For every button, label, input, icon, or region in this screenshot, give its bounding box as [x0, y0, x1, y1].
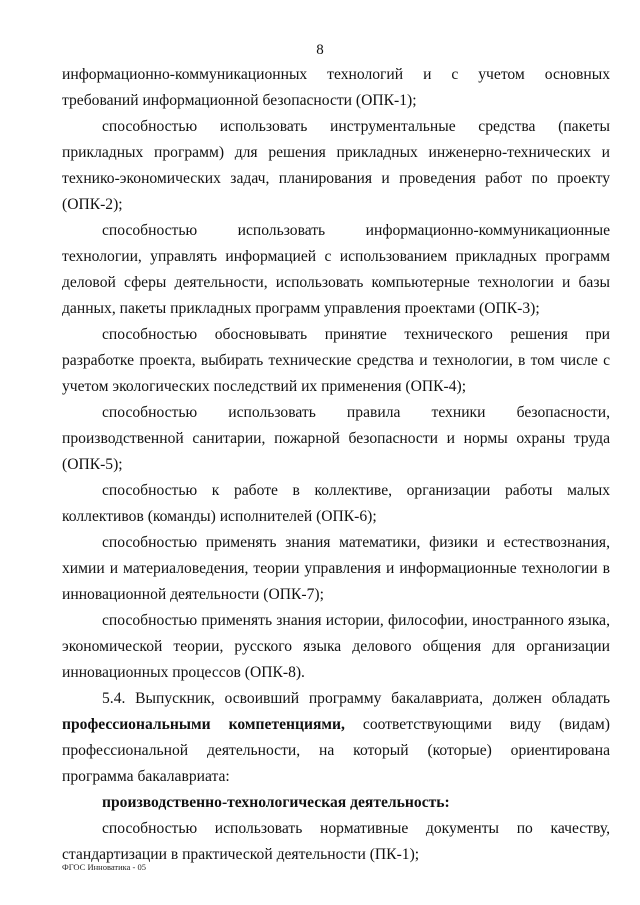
paragraph-opk2: способностью использовать инструментальные средства (пакеты прикладных программ) для решения прикладных инженерно-технических и технико-экономических задач, планирования и проведения работ по проекту (ОПК-2); — [62, 118, 610, 213]
paragraph-opk4: способностью обосновывать принятие технического решения при разработке проекта, выбирать технические средства и технологии, в том числе с учетом экологических последствий их применения (ОПК-4); — [62, 326, 610, 395]
paragraph-opk6: способностью к работе в коллективе, организации работы малых коллективов (команды) исполнителей (ОПК-6); — [62, 482, 610, 525]
paragraph-pk1: способностью использовать нормативные документы по качеству, стандартизации в практической деятельности (ПК-1); — [62, 820, 610, 863]
body-text — [62, 62, 610, 868]
paragraph-section-5-4 — [62, 686, 610, 790]
paragraph-opk1-continuation: информационно-коммуникационных технологий и с учетом основных требований информационной безопасности (ОПК-1); — [62, 66, 610, 109]
page-number: 8 — [316, 42, 324, 58]
paragraph-opk3: способностью использовать информационно-коммуникационные технологии, управлять информацией с использованием прикладных программ деловой сферы деятельности, использовать компьютерные технологии и базы данных, пакеты прикладных программ управления проектами (ОПК-3); — [62, 222, 610, 317]
activity-heading: производственно-технологическая деятельность: — [102, 794, 450, 811]
section-5-4-bold-term: профессиональными компетенциями, — [62, 716, 345, 733]
paragraph-opk7: способностью применять знания математики, физики и естествознания, химии и материаловедения, теории управления и информационные технологии в инновационной деятельности (ОПК-7); — [62, 534, 610, 603]
section-5-4-prefix: 5.4. Выпускник, освоивший программу бакалавриата, должен обладать — [102, 690, 610, 707]
section-5-4-suffix: соответствующими виду (видам) профессиональной деятельности, на который (которые) ориентирована программа бакалавриата: — [62, 716, 610, 785]
footer-label: ФГОС Инноватика - 05 — [62, 862, 147, 872]
paragraph-opk8: способностью применять знания истории, философии, иностранного языка, экономической теории, русского языка делового общения для организации инновационных процессов (ОПК-8). — [62, 612, 610, 681]
paragraph-opk5: способностью использовать правила техники безопасности, производственной санитарии, пожарной безопасности и нормы охраны труда (ОПК-5); — [62, 404, 610, 473]
